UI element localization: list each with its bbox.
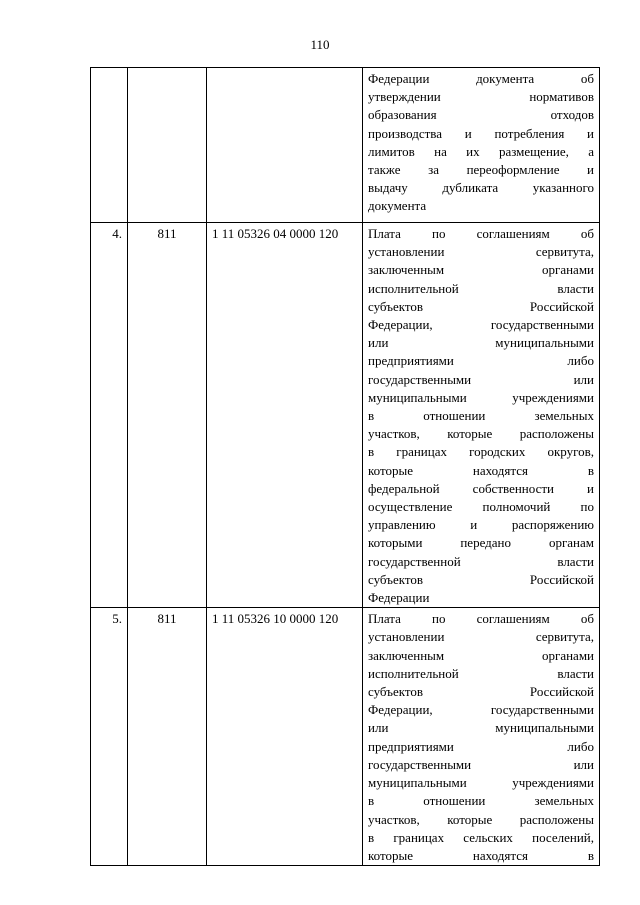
table-row (91, 68, 600, 223)
description-line: субъектов Российской (368, 298, 594, 314)
description-line: также за переоформление и (368, 162, 594, 178)
description-line: государственными или (368, 371, 594, 387)
description-line: государственными или (368, 756, 594, 772)
description-line: Федерации документа об (368, 71, 594, 86)
description-line: субъектов Российской (368, 571, 594, 587)
row-number: 4. (91, 223, 128, 608)
description-line: Плата по соглашениям об (368, 611, 594, 627)
revenue-description (363, 608, 600, 866)
description-line: которыми передано органам (368, 535, 594, 551)
description-line: в отношении земельных (368, 408, 594, 424)
page-number: 110 (310, 37, 330, 52)
description-line: установлении сервитута, (368, 244, 594, 260)
description-line: участков, которые расположены (368, 426, 594, 442)
description-line: установлении сервитута, (368, 629, 594, 645)
revenue-description (363, 223, 600, 608)
admin-code: 811 (128, 223, 207, 608)
admin-code (128, 68, 207, 223)
budget-classification-code: 1 11 05326 04 0000 120 (207, 223, 363, 608)
description-line: или муниципальными (368, 720, 594, 736)
description-line: выдачу дубликата указанного (368, 180, 594, 196)
description-line: в границах городских округов, (368, 444, 594, 460)
row-number (91, 68, 128, 223)
description-line: которые находятся в (368, 847, 594, 863)
description-line: исполнительной власти (368, 280, 594, 296)
description-line: образования отходов (368, 107, 594, 123)
description-line: которые находятся в (368, 462, 594, 478)
description-line: предприятиями либо (368, 738, 594, 754)
row-number: 5. (91, 608, 128, 866)
description-line: Плата по соглашениям об (368, 226, 594, 241)
revenue-codes-table (90, 67, 600, 866)
description-line: Федерации, государственными (368, 317, 594, 333)
description-line: управлению и распоряжению (368, 517, 594, 533)
description-line: в границах сельских поселений, (368, 829, 594, 845)
description-line: субъектов Российской (368, 684, 594, 700)
description-line: Федерации, государственными (368, 702, 594, 718)
description-line: участков, которые расположены (368, 811, 594, 827)
description-line: в отношении земельных (368, 793, 594, 809)
budget-classification-code: 1 11 05326 10 0000 120 (207, 608, 363, 866)
description-line: утверждении нормативов (368, 89, 594, 105)
table-row (91, 223, 600, 608)
description-line: муниципальными учреждениями (368, 775, 594, 791)
description-line: или муниципальными (368, 335, 594, 351)
description-line: документа (368, 198, 427, 214)
description-line: федеральной собственности и (368, 480, 594, 496)
description-line: государственной власти (368, 553, 594, 569)
description-line: производства и потребления и (368, 125, 594, 141)
description-line: предприятиями либо (368, 353, 594, 369)
description-line: заключенным органами (368, 647, 594, 663)
description-line: исполнительной власти (368, 665, 594, 681)
revenue-description (363, 68, 600, 223)
budget-classification-code (207, 68, 363, 223)
description-line: лимитов на их размещение, а (368, 143, 594, 159)
description-line: Федерации (368, 590, 430, 606)
description-line: заключенным органами (368, 262, 594, 278)
table-row (91, 608, 600, 866)
description-line: муниципальными учреждениями (368, 389, 594, 405)
admin-code: 811 (128, 608, 207, 866)
description-line: осуществление полномочий по (368, 499, 594, 515)
